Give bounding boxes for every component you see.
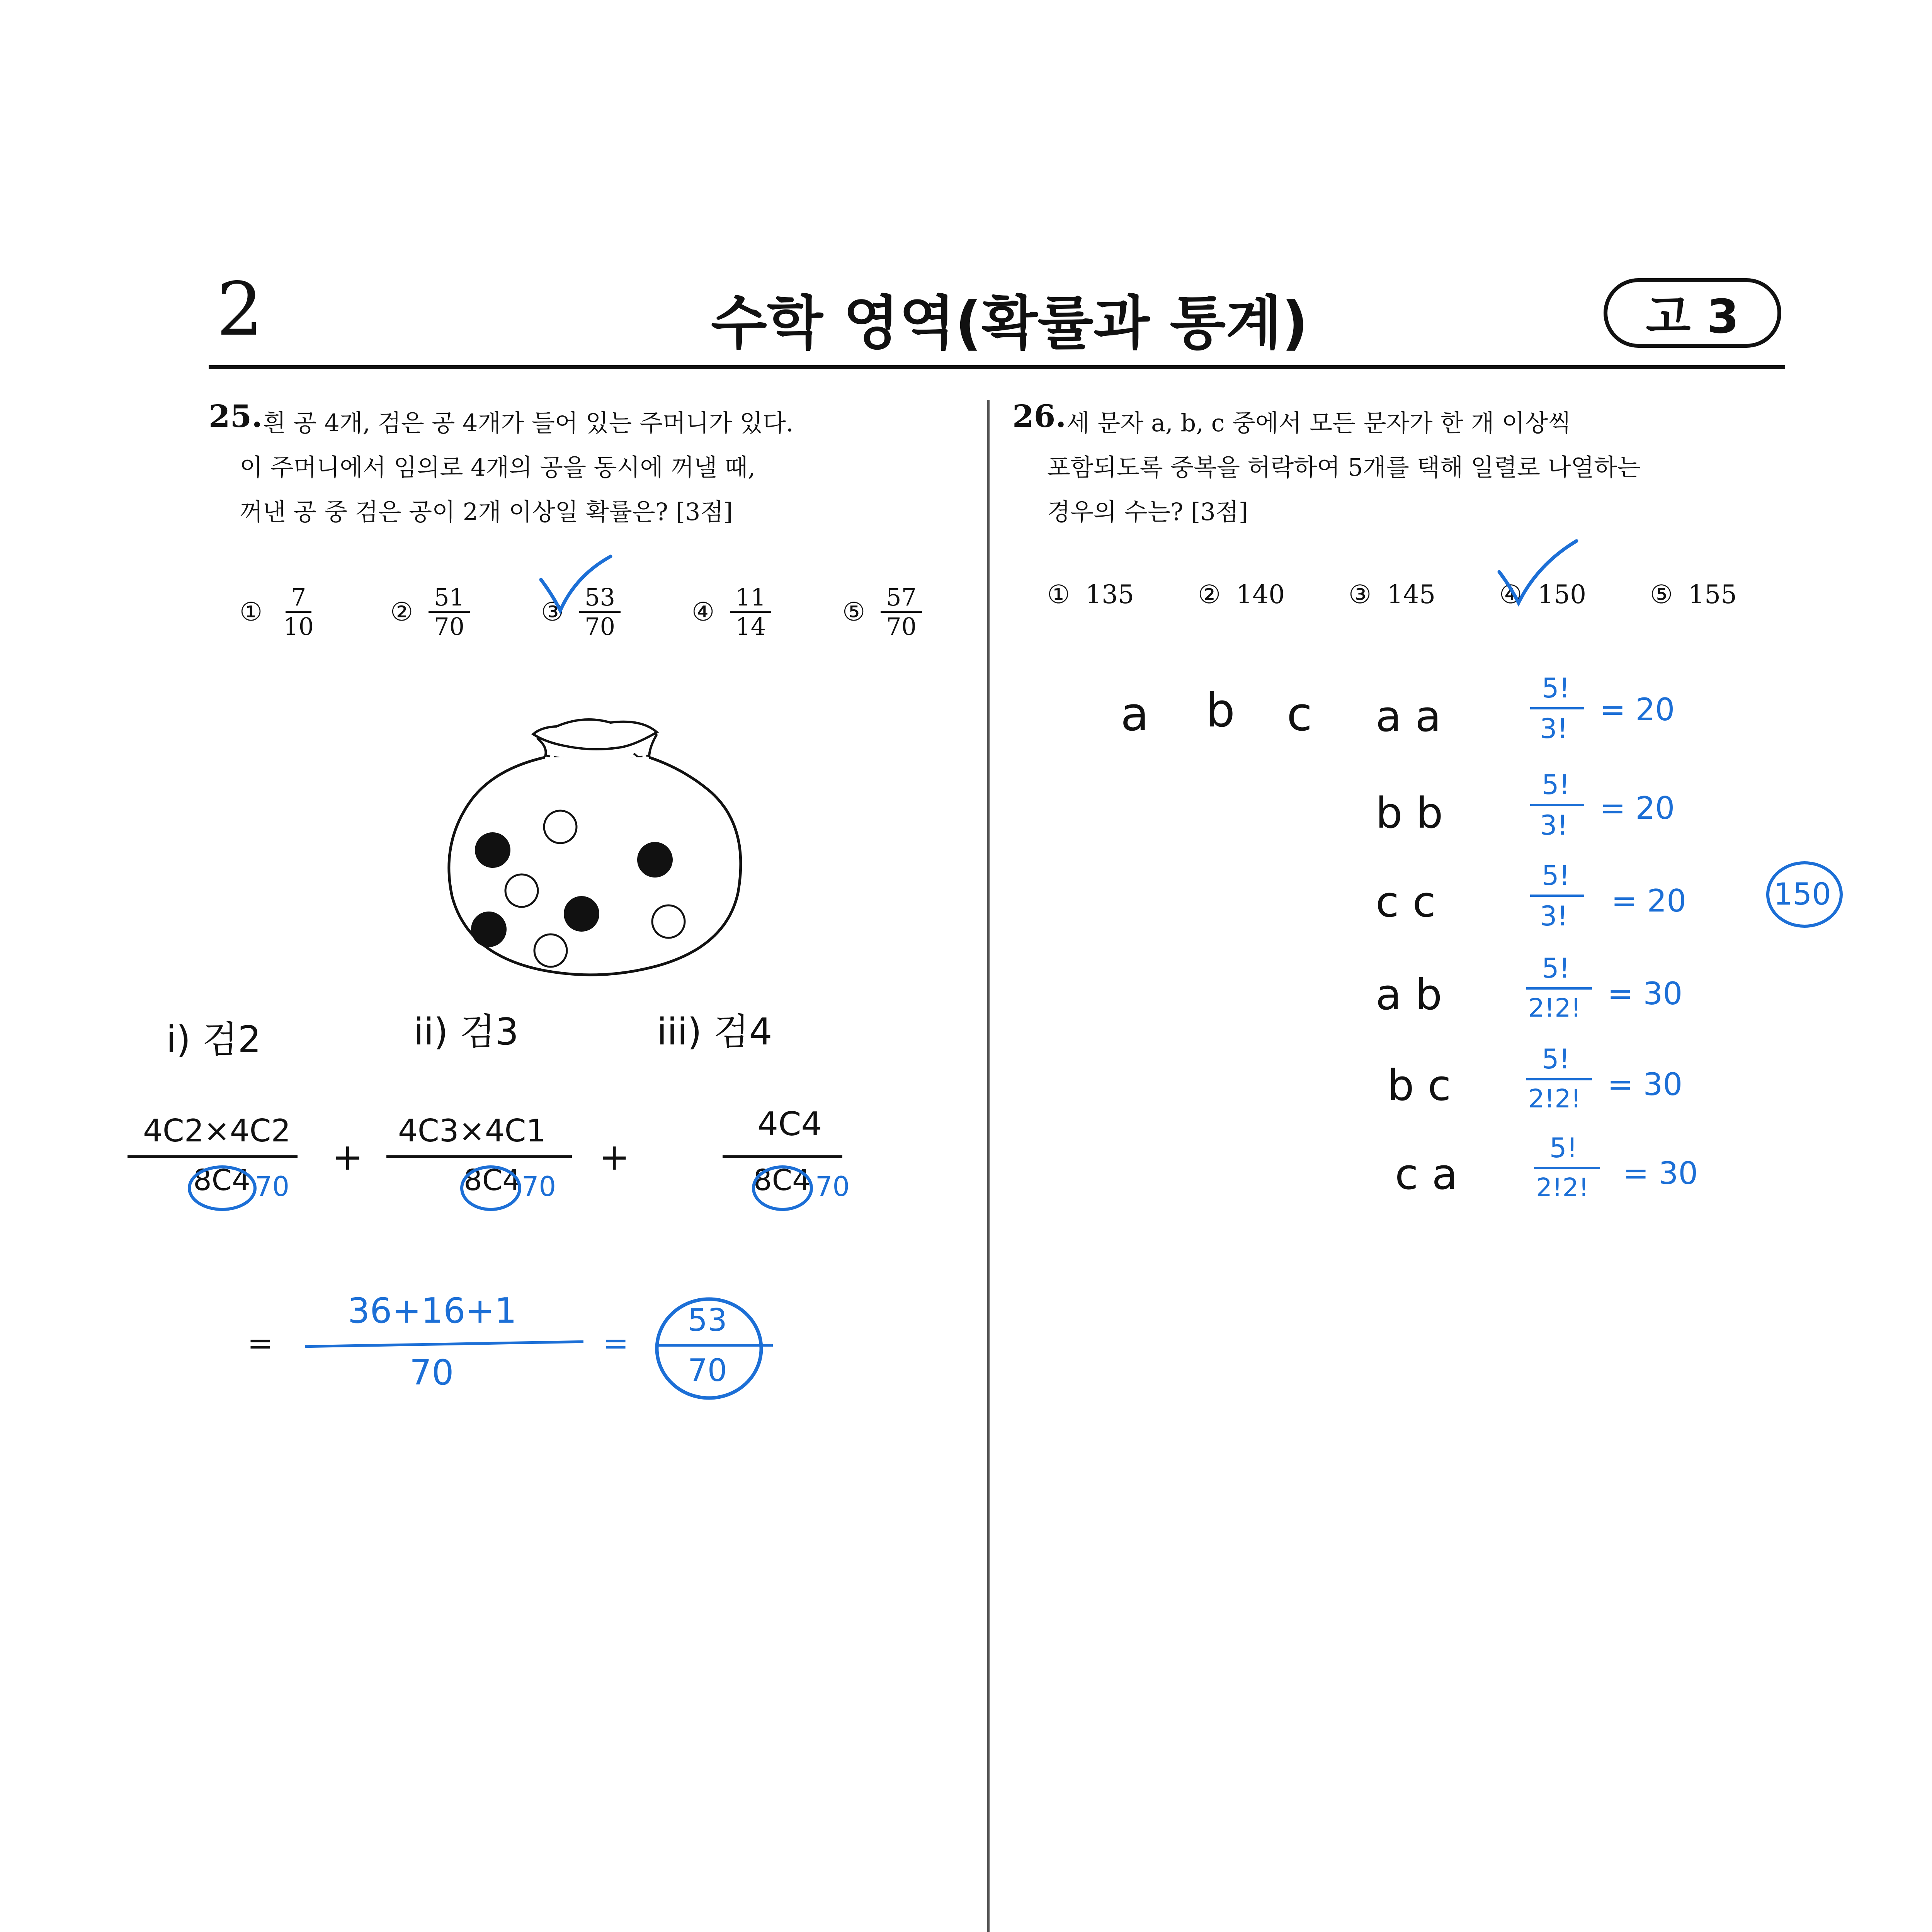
q26-choice-1[interactable]: ① 135	[1047, 580, 1134, 609]
hw-denominator: 3!	[1540, 900, 1568, 932]
hw-numerator: 5!	[1542, 672, 1570, 704]
hw-result: = 30	[1623, 1155, 1698, 1191]
hw-pair: b c	[1387, 1061, 1451, 1110]
q25-choice-3[interactable]: ③ $\frac{53}{70}$	[541, 583, 621, 641]
question-26-line-3: 경우의 수는? [3점]	[1047, 498, 1248, 526]
question-25-line-3: 꺼낸 공 중 검은 공이 2개 이상일 확률은? [3점]	[240, 498, 733, 526]
hw-pair: c c	[1376, 877, 1436, 927]
hw-denominator-value: 70	[522, 1171, 556, 1202]
hw-numerator: 5!	[1542, 1043, 1570, 1075]
hw-fraction-bar	[1526, 987, 1592, 990]
hw-fraction-bar	[1534, 1167, 1600, 1169]
question-26-number: 26.	[1012, 398, 1066, 434]
grade-badge-label: 고 3	[1646, 290, 1739, 344]
hw-fraction-bar	[386, 1155, 572, 1158]
hw-sum-numerator: 36+16+1	[348, 1291, 517, 1331]
hw-numerator: 5!	[1542, 952, 1570, 984]
hw-fraction-bar	[1530, 804, 1584, 806]
hw-denominator: 8C4	[753, 1163, 811, 1197]
hw-case-label: iii) 검4	[657, 1011, 772, 1053]
hw-term-2-numerator: 4C3×4C1	[398, 1113, 546, 1149]
hw-result: = 20	[1600, 790, 1675, 826]
hw-numerator: 5!	[1549, 1132, 1578, 1164]
hw-denominator: 2!2!	[1536, 1173, 1589, 1202]
hw-denominator-value: 70	[815, 1171, 850, 1202]
check-mark-icon	[1495, 537, 1580, 611]
hw-equals: =	[603, 1325, 629, 1361]
page-number: 2	[216, 267, 263, 352]
question-26-line-1: 세 문자 a, b, c 중에서 모든 문자가 한 개 이상씩	[1066, 409, 1571, 437]
hw-letter: a	[1121, 688, 1149, 742]
circle-mark-icon	[1762, 858, 1847, 931]
question-25-line-1: 흰 공 4개, 검은 공 4개가 들어 있는 주머니가 있다.	[263, 409, 794, 437]
question-26-line-2: 포함되도록 중복을 허락하여 5개를 택해 일렬로 나열하는	[1047, 453, 1641, 481]
hw-term-3-numerator: 4C4	[757, 1105, 822, 1143]
hw-denominator: 8C4	[193, 1163, 250, 1197]
hw-denominator: 2!2!	[1528, 1084, 1581, 1114]
hw-answer-denominator: 70	[688, 1352, 727, 1388]
hw-pair: c a	[1395, 1150, 1458, 1199]
header-rule	[209, 365, 1785, 369]
hw-answer: 150	[1774, 877, 1831, 912]
hw-case-label: i) 검2	[166, 1019, 261, 1061]
question-25-line-2: 이 주머니에서 임의로 4개의 공을 동시에 꺼낼 때,	[240, 453, 756, 481]
circle-mark-icon	[185, 1163, 259, 1213]
q26-choice-4[interactable]: ④ 150	[1499, 580, 1587, 609]
hw-sum-denominator: 70	[410, 1352, 454, 1393]
q25-choice-4[interactable]: ④ $\frac{11}{14}$	[692, 583, 771, 641]
hw-numerator: 5!	[1542, 769, 1570, 801]
hw-plus: +	[599, 1136, 630, 1179]
hw-fraction-bar	[1530, 707, 1584, 709]
q26-choice-3[interactable]: ③ 145	[1349, 580, 1436, 609]
fraction: $\frac{53}{70}$	[579, 583, 621, 641]
fraction: $\frac{11}{14}$	[730, 583, 771, 641]
hw-answer-numerator: 53	[688, 1302, 727, 1338]
q25-choice-2[interactable]: ② $\frac{51}{70}$	[390, 583, 470, 641]
question-25-number: 25.	[209, 398, 263, 434]
hw-pair: b b	[1376, 788, 1443, 838]
fraction: $\frac{51}{70}$	[429, 583, 470, 641]
fraction: $\frac{7}{10}$	[283, 583, 314, 641]
hw-fraction-bar	[1526, 1078, 1592, 1080]
hw-result: = 30	[1607, 976, 1683, 1012]
hw-numerator: 5!	[1542, 860, 1570, 891]
fraction: $\frac{57}{70}$	[881, 583, 922, 641]
hw-result: = 30	[1607, 1066, 1683, 1102]
hw-fraction-bar	[128, 1155, 298, 1158]
hw-letter: c	[1287, 688, 1312, 742]
hw-pair: a a	[1376, 692, 1441, 741]
check-mark-icon	[537, 553, 614, 618]
hw-result: = 20	[1611, 883, 1687, 919]
hw-denominator: 3!	[1540, 713, 1568, 745]
hw-pair: a b	[1376, 970, 1442, 1019]
hw-fraction-bar	[305, 1340, 583, 1348]
hw-denominator: 8C4	[464, 1163, 521, 1197]
hw-plus: +	[332, 1136, 363, 1179]
page-title: 수학 영역(확률과 통계)	[711, 290, 1308, 357]
q25-choice-1[interactable]: ① $\frac{7}{10}$	[240, 583, 319, 641]
hw-result: = 20	[1600, 692, 1675, 728]
circle-mark-icon	[653, 1294, 765, 1403]
ball-pouch-illustration	[417, 711, 765, 1012]
hw-fraction-bar	[1530, 895, 1584, 897]
hw-term-1-numerator: 4C2×4C2	[143, 1113, 291, 1149]
q26-choice-5[interactable]: ⑤ 155	[1650, 580, 1737, 609]
q26-choice-2[interactable]: ② 140	[1198, 580, 1285, 609]
hw-denominator: 2!2!	[1528, 993, 1581, 1023]
hw-denominator-value: 70	[255, 1171, 290, 1202]
circle-mark-icon	[750, 1163, 815, 1213]
hw-letter: b	[1206, 684, 1235, 738]
q25-choice-5[interactable]: ⑤ $\frac{57}{70}$	[842, 583, 922, 641]
grade-badge	[1604, 278, 1781, 348]
hw-denominator: 3!	[1540, 810, 1568, 841]
hw-equals: =	[247, 1325, 274, 1361]
hw-fraction-bar	[723, 1155, 842, 1158]
circle-mark-icon	[458, 1163, 524, 1213]
hw-case-label: ii) 검3	[413, 1011, 519, 1053]
column-divider	[987, 400, 990, 1932]
